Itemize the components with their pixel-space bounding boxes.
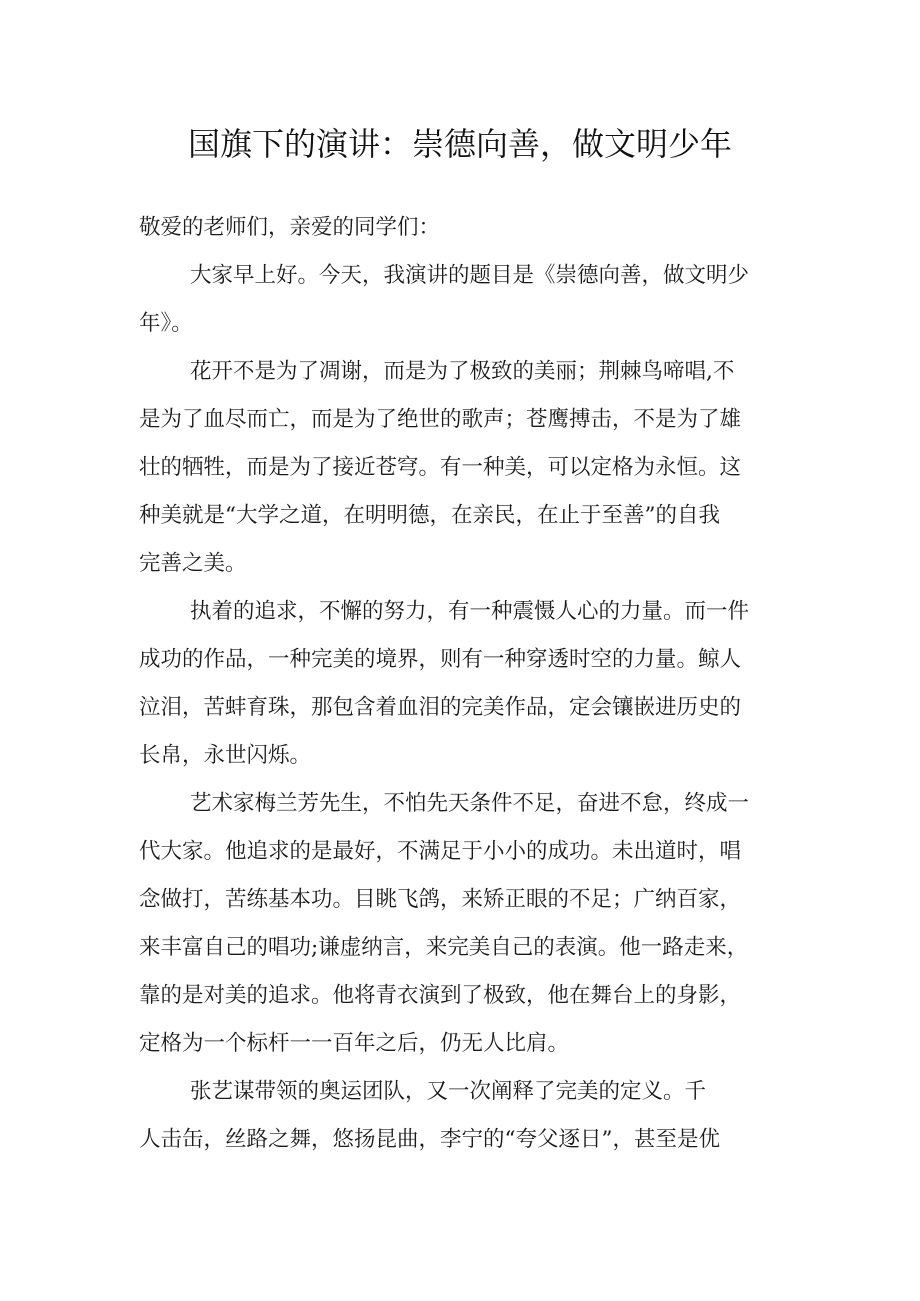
paragraph-line: 长帛，永世闪烁。	[139, 743, 312, 768]
paragraph-line: 种美就是“大学之道，在明明德，在亲民，在止于至善”的自我	[139, 503, 720, 528]
paragraph-line: 壮的牺牲，而是为了接近苍穹。有一种美，可以定格为永恒。这	[139, 455, 742, 480]
paragraph-line: 念做打，苦练基本功。目眺飞鸽，来矫正眼的不足；广纳百家，	[139, 887, 742, 912]
paragraph-line: 成功的作品，一种完美的境界，则有一种穿透时空的力量。鲸人	[139, 647, 742, 672]
paragraph-line: 人击缶，丝路之舞，悠扬昆曲，李宁的“夸父逐日”，甚至是优	[139, 1127, 720, 1152]
paragraph-line: 泣泪，苦蚌育珠，那包含着血泪的完美作品，定会镶嵌进历史的	[139, 695, 742, 720]
paragraph-line: 完善之美。	[139, 551, 247, 576]
salutation-line: 敬爱的老师们，亲爱的同学们：	[139, 215, 441, 240]
paragraph-line: 艺术家梅兰芳先生，不怕先天条件不足，奋进不怠，终成一	[190, 791, 750, 816]
paragraph-line: 花开不是为了凋谢，而是为了极致的美丽；荆棘鸟啼唱,不	[190, 359, 735, 384]
paragraph-line: 大家早上好。今天，我演讲的题目是《崇德向善，做文明少	[190, 263, 750, 288]
paragraph-line: 执着的追求，不懈的努力，有一种震慑人心的力量。而一件	[190, 599, 750, 624]
paragraph-line: 张艺谋带领的奥运团队，又一次阐释了完美的定义。千	[190, 1079, 707, 1104]
paragraph-line: 靠的是对美的追求。他将青衣演到了极致，他在舞台上的身影，	[139, 983, 742, 1008]
paragraph-line: 来丰富自己的唱功;谦虚纳言，来完美自己的表演。他一路走来，	[139, 935, 749, 960]
paragraph-line: 是为了血尽而亡，而是为了绝世的歌声；苍鹰搏击，不是为了雄	[139, 407, 742, 432]
paragraph-line: 代大家。他追求的是最好，不满足于小小的成功。未出道时，唱	[139, 839, 742, 864]
paragraph-line: 定格为一个标杆一一百年之后，仍无人比肩。	[139, 1031, 570, 1056]
paragraph-line: 年》。	[139, 311, 193, 336]
document-title: 国旗下的演讲：崇德向善，做文明少年	[187, 125, 732, 163]
